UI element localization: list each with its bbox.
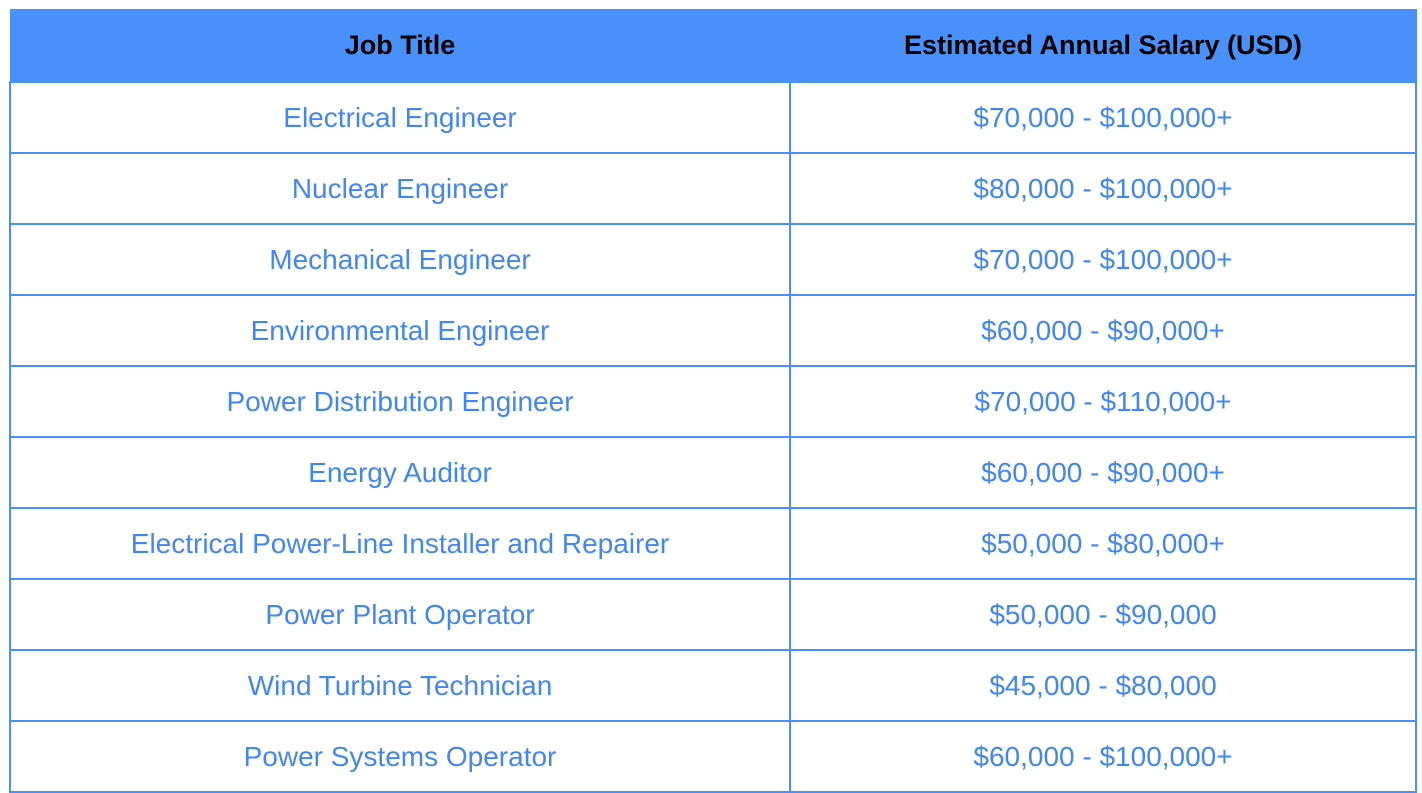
table-body bbox=[10, 82, 1416, 792]
cell-job-title: Wind Turbine Technician bbox=[10, 650, 790, 721]
cell-job-title: Power Plant Operator bbox=[10, 579, 790, 650]
header-row bbox=[10, 10, 1416, 83]
salary-table bbox=[9, 9, 1417, 793]
header-job-title: Job Title bbox=[10, 10, 790, 83]
cell-salary: $60,000 - $100,000+ bbox=[790, 721, 1416, 792]
table-row bbox=[10, 295, 1416, 366]
table-row bbox=[10, 224, 1416, 295]
table-row bbox=[10, 721, 1416, 792]
table-header bbox=[10, 10, 1416, 83]
cell-job-title: Mechanical Engineer bbox=[10, 224, 790, 295]
cell-salary: $70,000 - $110,000+ bbox=[790, 366, 1416, 437]
cell-salary: $70,000 - $100,000+ bbox=[790, 82, 1416, 153]
table-row bbox=[10, 437, 1416, 508]
table-row bbox=[10, 650, 1416, 721]
table-row bbox=[10, 366, 1416, 437]
cell-job-title: Power Distribution Engineer bbox=[10, 366, 790, 437]
cell-job-title: Power Systems Operator bbox=[10, 721, 790, 792]
table-row bbox=[10, 153, 1416, 224]
cell-job-title: Energy Auditor bbox=[10, 437, 790, 508]
cell-salary: $50,000 - $90,000 bbox=[790, 579, 1416, 650]
table-row bbox=[10, 508, 1416, 579]
cell-salary: $60,000 - $90,000+ bbox=[790, 295, 1416, 366]
salary-table-container bbox=[9, 9, 1415, 793]
table-row bbox=[10, 82, 1416, 153]
header-salary: Estimated Annual Salary (USD) bbox=[790, 10, 1416, 83]
cell-salary: $60,000 - $90,000+ bbox=[790, 437, 1416, 508]
cell-salary: $50,000 - $80,000+ bbox=[790, 508, 1416, 579]
cell-salary: $70,000 - $100,000+ bbox=[790, 224, 1416, 295]
cell-job-title: Electrical Power-Line Installer and Repairer bbox=[10, 508, 790, 579]
cell-job-title: Environmental Engineer bbox=[10, 295, 790, 366]
table-row bbox=[10, 579, 1416, 650]
cell-salary: $45,000 - $80,000 bbox=[790, 650, 1416, 721]
cell-job-title: Nuclear Engineer bbox=[10, 153, 790, 224]
cell-job-title: Electrical Engineer bbox=[10, 82, 790, 153]
cell-salary: $80,000 - $100,000+ bbox=[790, 153, 1416, 224]
